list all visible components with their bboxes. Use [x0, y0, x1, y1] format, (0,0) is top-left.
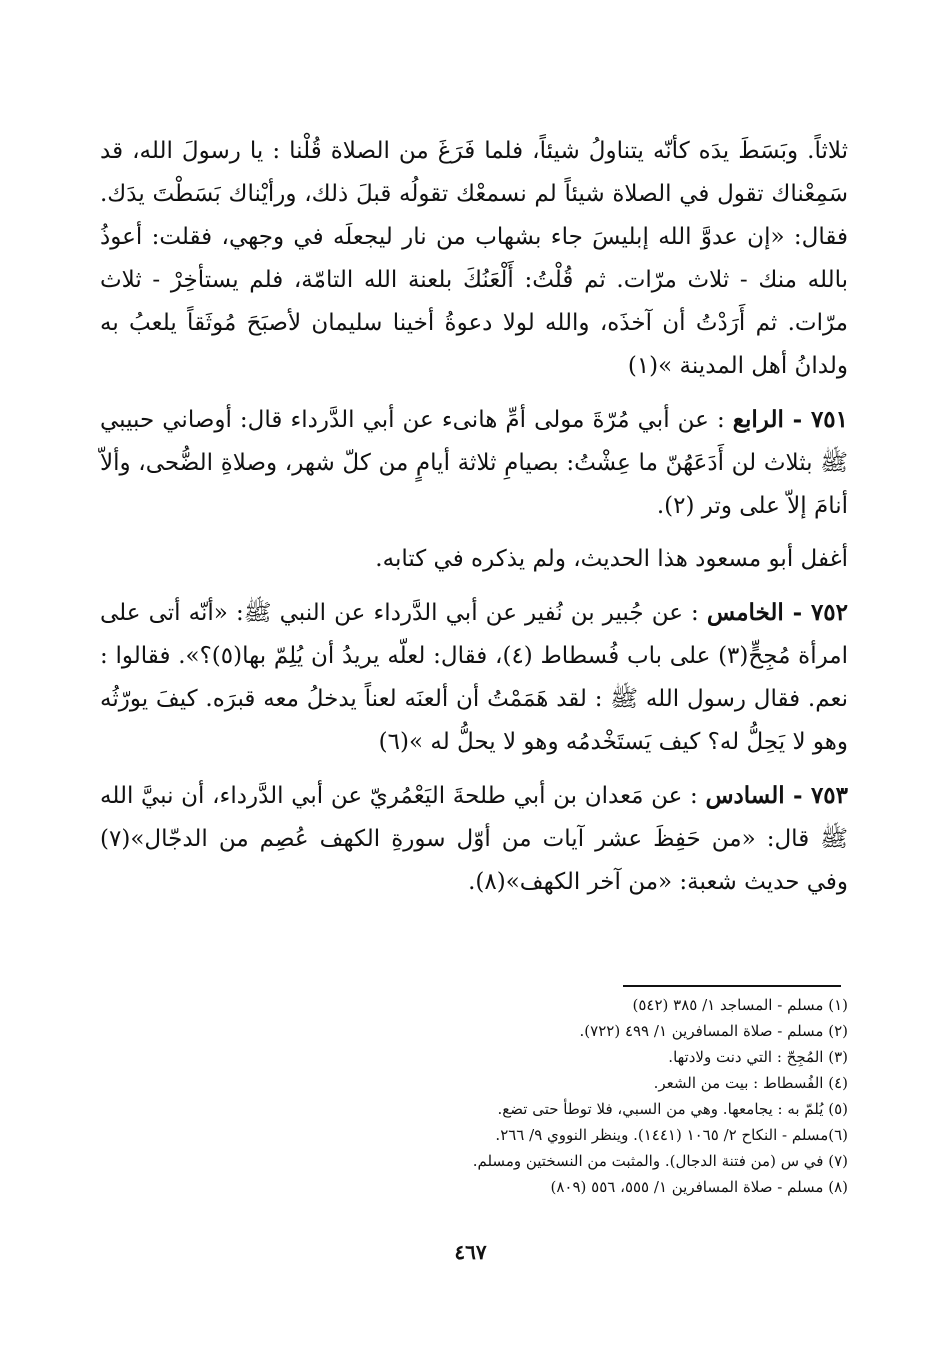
paragraph-hadith-continuation: ثلاثاً. وبَسَطَ يدَه كأنّه يتناولُ شيئاً، فلما فَرَغَ من الصلاة قُلْنا : يا رسولَ الله، قد سَمِعْناك تقول في الصلاة شيئاً لم نسمعْك تقولُه قبلَ ذلك، ورأيْناك بَسَطْتَ يدَك. فقال: «إن عدوَّ الله إبليسَ جاء بشهاب من نار ليجعلَه في وجهي، فقلت: أعوذُ بالله منك - ثلاث مرّات. ثم قُلْتُ: أَلْعَنُكَ بلعنة الله التامّة، فلم يستأخِرْ - ثلاث مرّات. ثم أَرَدْتُ أن آخذَه، والله لولا دعوةُ أخينا سليمان لأصبَحَ مُوثَقاً يلعبُ به ولدانُ أهل المدينة »(١): [100, 138, 848, 379]
footnote-2: (٢) مسلم - صلاة المسافرين ١/ ٤٩٩ (٧٢٢).: [579, 1022, 848, 1040]
footnote-4: (٤) الفُسطاط : بيت من الشعر.: [653, 1074, 848, 1092]
hadith-753-heading: ٧٥٣ - السادس: [705, 782, 848, 809]
hadith-753-text: : عن مَعدان بن أبي طلحةَ اليَعْمُريّ عن أبي الدَّرداء، أن نبيَّ الله ﷺ قال: «من حَفِظَ عشر آيات من أوّل سورةِ الكهف عُصِم من الدجّال»(٧) وفي حديث شعبة: «من آخر الكهف»(٨).: [100, 783, 848, 895]
hadith-751-heading: ٧٥١ - الرابع: [732, 406, 848, 433]
hadith-752-heading: ٧٥٢ - الخامس: [706, 599, 848, 626]
paragraph-hadith-752: [100, 591, 848, 764]
paragraph-editor-note: أغفل أبو مسعود هذا الحديث، ولم يذكره في كتابه.: [375, 546, 848, 572]
footnote-8: (٨) مسلم - صلاة المسافرين ١/ ٥٥٥، ٥٥٦ (٨٠٩): [550, 1178, 848, 1196]
footnote-7: (٧) في س (من فتنة الدجال). والمثبت من النسختين ومسلم.: [472, 1152, 848, 1170]
page-number: ٤٦٧: [454, 1240, 487, 1264]
footnote-1: (١) مسلم - المساجد ١/ ٣٨٥ (٥٤٢): [632, 996, 848, 1014]
footnote-3: (٣) المُجِحّ : التي دنت ولادتها.: [668, 1048, 848, 1066]
main-text: [100, 130, 848, 904]
footnote-6: (٦)مسلم - النكاح ٢/ ١٠٦٥ (١٤٤١). وينظر النووي ٩/ ٢٦٦.: [495, 1126, 848, 1144]
hadith-751-text: : عن أبي مُرّةَ مولى أمِّ هانىء عن أبي الدَّرداء قال: أوصاني حبيبي ﷺ بثلاث لن أَدَعَهُنّ ما عِشْتُ: بصيامِ ثلاثة أيامٍ من كلّ شهر، وصلاةِ الضُّحى، وألاّ أنامَ إلاّ على وتر (٢).: [100, 407, 848, 519]
footnotes: [380, 992, 848, 1200]
hadith-752-text: : عن جُبير بن نُفير عن أبي الدَّرداء عن النبي ﷺ: «أنّه أتى على امرأة مُجِحٍّ(٣) على باب فُسطاط (٤)، فقال: لعلّه يريدُ أن يُلِمّ بها(٥)؟». فقالوا : نعم. فقال رسول الله ﷺ : لقد هَمَمْتُ أن ألعنَه لعناً يدخلُ معه قبرَه. كيفَ يورّثُه وهو لا يَحِلُّ له؟ كيف يَستَخْدمُه وهو لا يحلُّ له »(٦): [100, 600, 849, 755]
footnote-divider: [623, 985, 841, 987]
paragraph-hadith-753: [100, 774, 848, 904]
paragraph-hadith-751: [100, 398, 848, 528]
footnote-5: (٥) يُلمّ به : يجامعها. وهي من السبي، فلا توطأ حتى تضع.: [497, 1100, 848, 1118]
